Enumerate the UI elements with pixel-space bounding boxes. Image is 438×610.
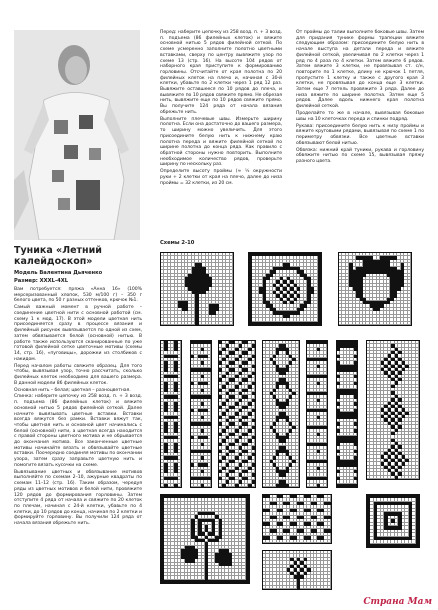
scheme-rose	[160, 494, 250, 584]
scheme-6	[190, 340, 212, 488]
paragraph: Вывязывание цветных и обвязывание мотивов выполняйте по схемам 2–10, ажурные квадраты по схемам 11–12 (стр. 16). Таким образом, чередуя ряды из цветных мотивов и белой нити, провяжите 120 рядов до формирования горловины. Затем отступите 4 ряда от начала и свяжите по 20 клеток по плечам, начиная с 24-й клетки, убавьте по 4 клетки, до 10 рядов до конца, начиная по 2 клетки и формируйте горловину. Вы получили 124 ряда от начала вязания обрежьте нить.	[14, 469, 142, 527]
scheme-11	[262, 494, 332, 544]
paragraph: Самый важный момент в ручной работе – соединение цветной нити с основной работой (см. схему 1 к мод. 17). В этой модели цветная нить присоединяется сразу в процессе вязания и филейный рисунок вывязывается по одной из схем, затем обвязывается белой (основной) нитью. В работе также используются сканированные по уже готовой филейной сетке цветочные мотивы (схемы 14, стр. 16), «пуговицы», дорожки из столбиков с накидом.	[14, 305, 142, 362]
paragraph: Выполните плечевые швы. Измерьте ширину полотна. Если она достаточно до вашего размера, то ширину можно увеличить. Для этого присоедините белую нить к нижнему краю полотна переда и вяжите филейной сеткой по ширине полотна до конца ряда. Как правило с обратной стороны нужно повторить. Выполните необходимое количество рядов, проверьте ширину по нескольку раз.	[160, 116, 282, 168]
scheme-13	[366, 494, 420, 548]
paragraph: Рукава: присоедините белую нить к низу проймы и вяжите круговыми рядами, вывязывая по схеме 1 по периметру обвязки. Все цветные вставки обвязывают белой нитью.	[296, 123, 424, 146]
paragraph: Перед: наберите цепочку из 258 возд. п. + 3 возд. п. подъема (86 филейных клеток) и вяжите основной нитью 5 рядов филейной сеткой. По схеме усмеренно заполните полотно цветными вставками, сверху по центру вывяжите узор по схеме 13 (стр. 16). На высоте 104 рядов от наборного края приступите к формированию горловины. Отсчитайте от края полотна по 20 филейных клеток на плечо и, начиная с 30-й клетки, убавьте по 2 клетки через 1 ряд 12 раз. Вывяжите оставшееся по 10 рядов до плеча, и вывяжите по 10 рядов свяжите прямо. Не обрезая нить, вывяжите еще по 10 рядов свяжите прямо. Вы получите 124 ряда от начала вязания обрежьте нить.	[160, 30, 282, 115]
paragraph: Спинка: наберите цепочку из 258 возд. п. + 3 возд. п. подъема (86 филейных клеток) и вяжите основной нитью 5 рядов филейной сеткой. Далее начните вывязывать цветные вставки. Вставки всегда вяжутся без рамки. Вставки вяжут так, чтобы цветная нить и основной цвет начинались с белой (основной) нити, а цветная всегда находится с правой стороны цветного мотива и не обрывается до окончания мотива. Все законченные цветные мотивы начинайте вязать и обвязывайте цветные вставки. Поочередно соединяя мотивы по окончании узора, затем сразу заправьте цветную нить и помогите вязать кусочки на схеме.	[14, 394, 142, 468]
scheme-5	[160, 340, 182, 488]
paragraph: Определите высоту проймы (≈ ½ окружности руки + 2 клетки от края на плечо, далее до низа проймы = 32 клетки, из 20 см.	[160, 169, 282, 186]
scheme-10	[336, 340, 358, 488]
scheme-4	[338, 252, 412, 326]
scheme-3	[248, 252, 322, 326]
scheme-2	[160, 252, 234, 326]
instructions-middle-column	[160, 30, 282, 188]
watermark: Страна Мам	[363, 597, 432, 607]
scheme-14	[366, 340, 420, 480]
scheme-9	[306, 340, 328, 488]
page-title: Туника «Летний калейдоскоп»	[14, 245, 102, 267]
paragraph: Проделайте то же в начале, вывязывая боковые швы на 10 клеточках переда и спинки подряд.	[296, 111, 424, 122]
designer-name: Модель Валентина Дьяченко	[14, 270, 103, 276]
model-photo	[14, 30, 140, 240]
instructions-right-column	[296, 30, 424, 166]
schemes-label: Схемы 2-10	[160, 240, 195, 246]
paragraph: Основная нить – белая; цветная – разноцветная.	[14, 387, 131, 393]
size-info: Размер: XXXL-4XL	[14, 278, 69, 284]
paragraph: Вам потребуется: пряжа «Анна 16» (100% мерсеризованный хлопок, 530 м/100 г) – 350 г белого цвета, по 50 г разных оттенков, крючок №1.	[14, 287, 142, 304]
paragraph: Перед началом работы свяжите образец. Для того чтобы, вывязывая узор, точно рассчитать, сколько филейных клеток необходимо для вашего размера. В данной модели 86 филейных клеток.	[14, 363, 142, 386]
paragraph: Обвязка: нижний край туники, рукава и горловину обвяжите нитью по схеме 15, вывязывая пряжу разного цвета.	[296, 147, 424, 165]
paragraph: От проймы до талии выполните боковые швы. Затем для придания тунике формы трапеции вяжите следующим образом: присоедините белую нить в начале выступа на детали переда и вяжите филейной сеткой, увеличивая по 2 клетки через 1 ряд по 4 раза по 4 клетки. Затем вяжите 6 рядов. Затем вяжите 3 клетки, не провязывая ст. с/н, повторите по 1 клетке, длину не крючок 1 петля, пропустите 1 клетку и также с другого края 3 клетки, не провязывая до конца еще 3 клетки. Затем еще 7 петель провяжите 3 ряда. Далее до низа вяжите по ширине полотна. Затем еще 5 рядов. Далее вдоль нижнего края полотна филейной сеткой.	[296, 30, 424, 110]
scheme-8	[262, 340, 300, 488]
instructions-left-column	[14, 287, 142, 528]
scheme-12	[262, 550, 332, 590]
scheme-7	[218, 340, 256, 488]
